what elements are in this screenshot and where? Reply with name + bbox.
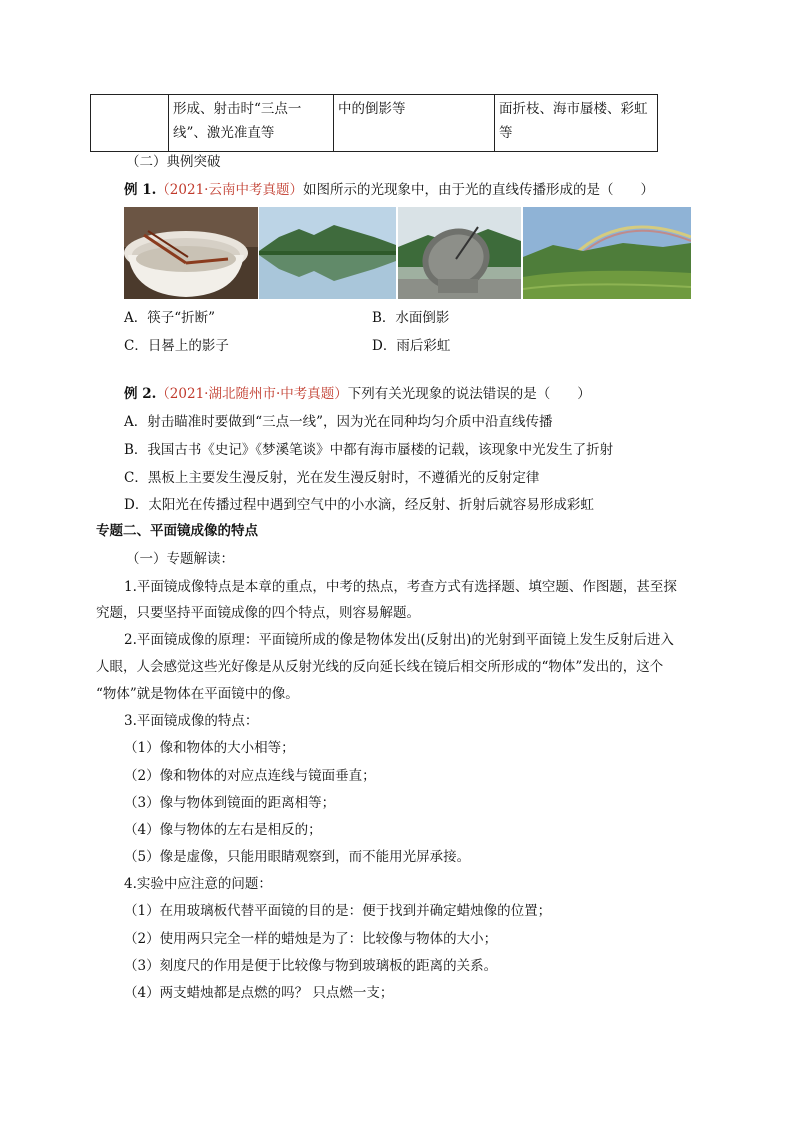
sundial-image: [398, 207, 521, 299]
table-cell: 中的倒影等: [334, 95, 495, 152]
paragraph-3-title: 3.平面镜成像的特点：: [124, 713, 259, 729]
example-2-stem: [124, 384, 591, 404]
paragraph-1-line-2: 究题，只要坚持平面镜成像的四个特点，则容易解题。: [96, 605, 420, 621]
note-item: （4）两支蜡烛都是点燃的吗？ 只点燃一支；: [124, 985, 394, 1001]
table-cell: 形成、射击时“三点一线”、激光准直等: [169, 95, 334, 152]
summary-table-fragment: [90, 94, 658, 152]
example-1-source: （2021·云南中考真题）: [156, 182, 303, 198]
topic-2-intro: （一）专题解读：: [126, 551, 234, 567]
table-cell: [91, 95, 169, 152]
example-1-stem: [124, 180, 654, 200]
example-2-option-d: D．太阳光在传播过程中遇到空气中的小水滴，经反射、折射后就容易形成彩虹: [124, 497, 594, 513]
table-cell: 面折枝、海市蜃楼、彩虹等: [495, 95, 658, 152]
feature-item: （2）像和物体的对应点连线与镜面垂直；: [124, 768, 376, 784]
paragraph-4-title: 4.实验中应注意的问题：: [124, 876, 272, 892]
example-2-source: （2021·湖北随州市·中考真题）: [156, 386, 348, 402]
paragraph-2-line-3: “物体”就是物体在平面镜中的像。: [96, 686, 299, 702]
note-item: （2）使用两只完全一样的蜡烛是为了：比较像与物体的大小；: [124, 931, 498, 947]
example-1-label: 例 1.: [124, 182, 157, 198]
example-2-option-b: B．我国古书《史记》《梦溪笔谈》中都有海市蜃楼的记载，该现象中光发生了折射: [124, 442, 614, 458]
mountain-reflection-image: [259, 207, 396, 299]
section-heading-examples: （二）典例突破: [126, 154, 221, 170]
example-1-option-c: C．日晷上的影子: [124, 338, 229, 354]
paragraph-2-line-1: 2.平面镜成像的原理：平面镜所成的像是物体发出(反射出)的光射到平面镜上发生反射后进入: [124, 632, 674, 648]
example-1-option-d: D．雨后彩虹: [372, 338, 451, 354]
rainbow-image: [523, 207, 691, 299]
note-item: （3）刻度尺的作用是便于比较像与物到玻璃板的距离的关系。: [124, 958, 498, 974]
feature-item: （5）像是虚像，只能用眼睛观察到，而不能用光屏承接。: [124, 849, 471, 865]
feature-item: （4）像与物体的左右是相反的；: [124, 822, 322, 838]
example-1-option-b: B．水面倒影: [372, 310, 450, 326]
example-1-option-a: A．筷子“折断”: [124, 310, 216, 326]
feature-item: （3）像与物体到镜面的距离相等；: [124, 795, 336, 811]
note-item: （1）在用玻璃板代替平面镜的目的是：便于找到并确定蜡烛像的位置；: [124, 903, 552, 919]
topic-2-title: 专题二、平面镜成像的特点: [96, 523, 258, 539]
paragraph-2-line-2: 人眼，人会感觉这些光好像是从反射光线的反向延长线在镜后相交所形成的“物体”发出的，这个: [96, 659, 664, 675]
example-2-question: 下列有关光现象的说法错误的是（ ）: [347, 386, 591, 402]
example-2-option-c: C．黑板上主要发生漫反射，光在发生漫反射时，不遵循光的反射定律: [124, 470, 540, 486]
example-2-option-a: A．射击瞄准时要做到“三点一线”，因为光在同种均匀介质中沿直线传播: [124, 414, 553, 430]
paragraph-1-line-1: 1.平面镜成像特点是本章的重点，中考的热点，考查方式有选择题、填空题、作图题，甚至探: [124, 579, 677, 595]
example-1-question: 如图所示的光现象中，由于光的直线传播形成的是（ ）: [302, 182, 654, 198]
chopsticks-bowl-image: [124, 207, 258, 299]
table-row: [91, 95, 658, 152]
feature-item: （1）像和物体的大小相等；: [124, 740, 295, 756]
example-2-label: 例 2.: [124, 386, 157, 402]
